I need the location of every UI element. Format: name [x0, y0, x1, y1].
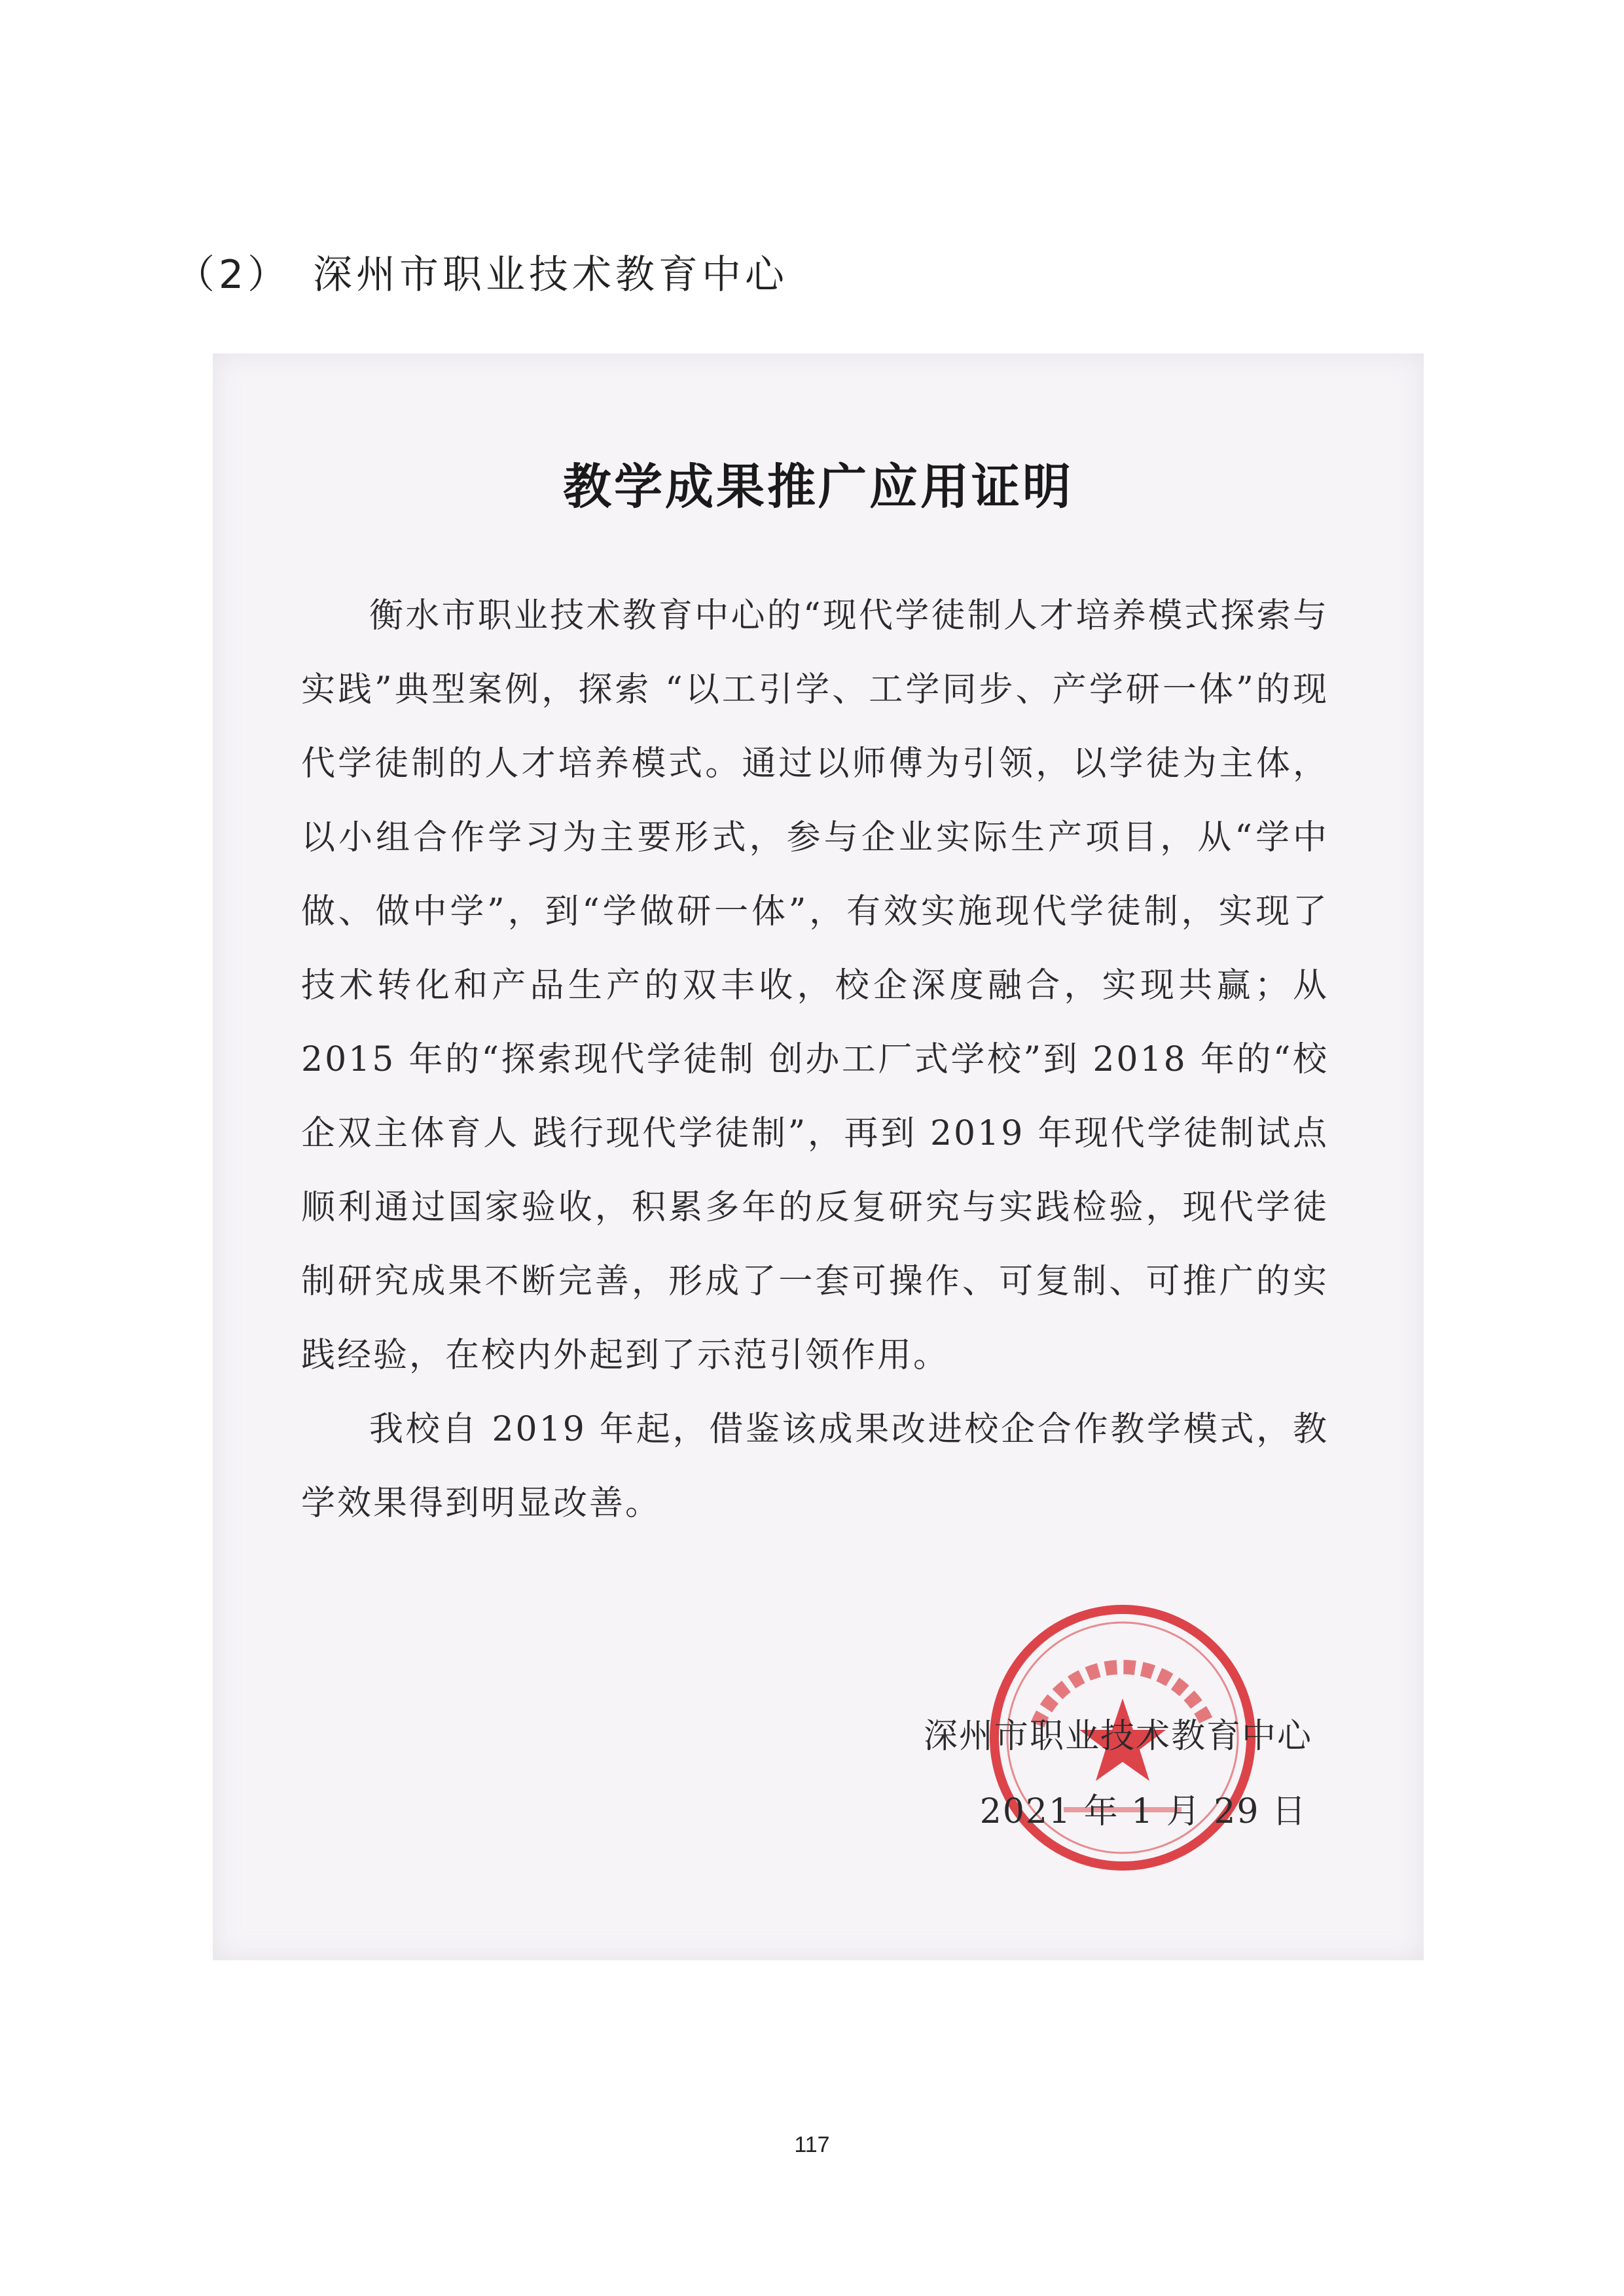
body-paragraph-2: 我校自 2019 年起，借鉴该成果改进校企合作教学模式，教学效果得到明显改善。: [301, 1410, 1329, 1523]
certificate-title: 教学成果推广应用证明: [563, 459, 1074, 515]
signer-name: 深州市职业技术教育中心: [923, 1717, 1312, 1756]
page-number: 117: [794, 2132, 830, 2157]
section-number: （2）: [175, 252, 291, 298]
signing-date: 2021 年 1 月 29 日: [979, 1792, 1307, 1831]
certificate-body: [301, 579, 1329, 1541]
section-heading: [175, 243, 788, 300]
scanned-certificate: [213, 353, 1424, 1960]
section-title: 深州市职业技术教育中心: [313, 252, 788, 298]
body-paragraph-1: 衡水市职业技术教育中心的“现代学徒制人才培养模式探索与实践”典型案例，探索 “以工引学、工学同步、产学研一体”的现代学徒制的人才培养模式。通过以师傅为引领，以学徒为主体，以小组合作学习为主要形式，参与企业实际生产项目，从“学中做、做中学”，到“学做研一体”，有效实施现代学徒制，实现了技术转化和产品生产的双丰收，校企深度融合，实现共赢；从 2015 年的“探索现代学徒制 创办工厂式学校”到 2018 年的“校企双主体育人 践行现代学徒制”，再到 2019 年现代学徒制试点顺利通过国家验收，积累多年的反复研究与实践检验，现代学徒制研究成果不断完善，形成了一套可操作、可复制、可推广的实践经验，在校内外起到了示范引领作用。: [301, 596, 1329, 1375]
